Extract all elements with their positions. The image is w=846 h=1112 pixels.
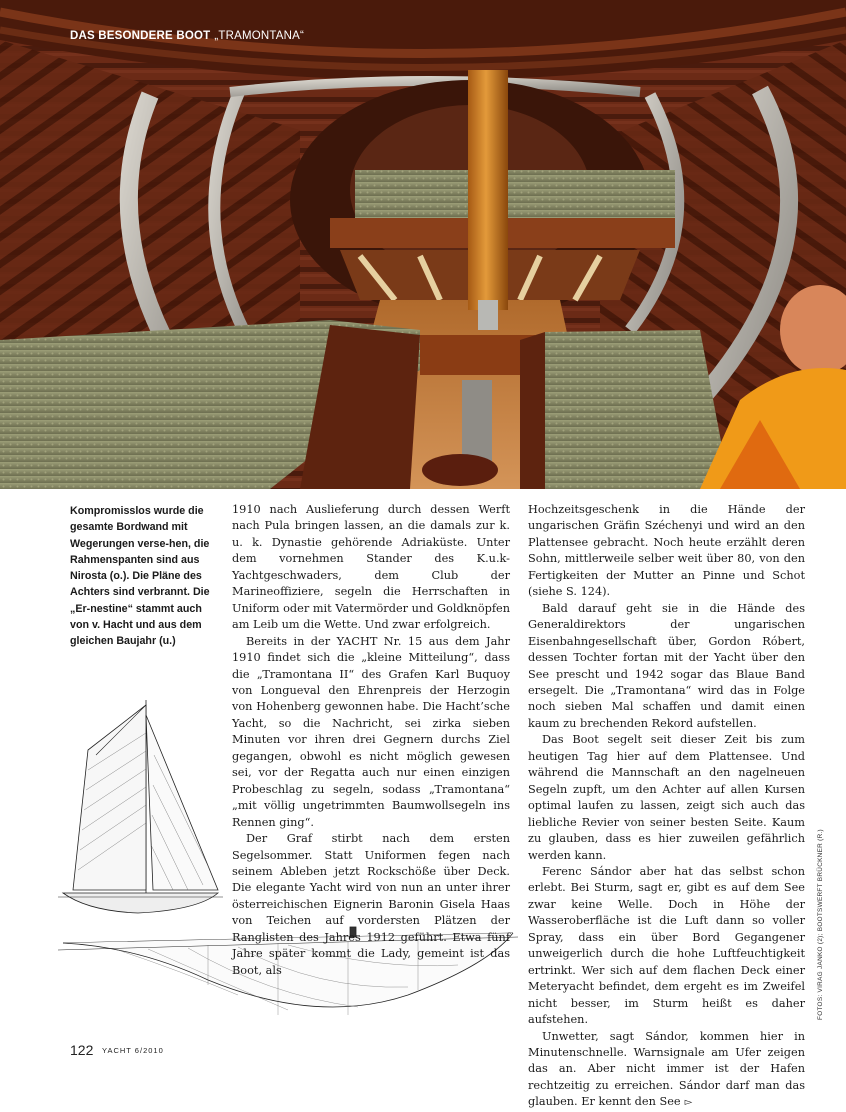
article-column-3 — [528, 502, 805, 1112]
sail-plan-drawing — [58, 695, 223, 920]
cabin-interior-image — [0, 0, 846, 489]
hero-photo — [0, 0, 846, 489]
photo-credit: FOTOS: VIRAG JANKO (2); BOOTSWERFT BRÜCKNER (R.) — [817, 829, 824, 1020]
page-number: 122 — [70, 1042, 94, 1058]
paragraph: Bereits in der YACHT Nr. 15 aus dem Jahr 1910 findet sich die „kleine Mitteilung“, dass die „Tramontana II“ des Grafen Karl Buquoy von Longueval den Ehrenpreis der Herzogin von Hohenberg gewonnen habe. Die Hacht’sche Yacht, so die Nachricht, sei zirka sieben Minuten vor ihren drei Gegnern durchs Ziel gegangen, obwohl es nicht möglich gewesen sei, vor der Regatta auch nur einen einzigen Probeschlag zu segeln, sodass „Tramontana“ „mit völlig ungetrimmten Baumwollsegeln ins Rennen ging“. — [232, 634, 510, 829]
paragraph: 1910 nach Auslieferung durch dessen Werft nach Pula bringen lassen, an die damals zur k. u. k. Dynastie gehörende Adriaküste. Unter dem vornehmen Stander des K.u.k-Yachtgeschwaders, dem Club der Marineoffiziere, segeln die Herrschaften in Uniform oder mit Vatermörder und Goldknöpfen am Leib um die Wette. Und zwar erfolgreich. — [232, 503, 510, 632]
kicker-subject: „TRAMONTANA“ — [214, 30, 305, 42]
paragraph-last — [528, 1029, 805, 1112]
triangle-right-icon: ▻ — [684, 1097, 693, 1109]
section-kicker — [70, 30, 304, 42]
paragraph: Bald darauf geht sie in die Hände des Generaldirektors der ungarischen Eisenbahngesellschaft über, Gordon Róbert, dessen Tochter fortan mit der Yacht über den See prescht und 1942 sogar das Blaue Band ersegelt. Die „Tramontana“ wird das in Folge noch sieben Mal schaffen und damit einen kaum zu brechenden Rekord aufstellen. — [528, 601, 805, 730]
article-column-2 — [232, 502, 510, 979]
paragraph-text: Unwetter, sagt Sándor, kommen hier in Minutenschnelle. Warnsignale am Ufer zeigen das an. Aber nicht immer ist der Hafen rechtzeitig zu erreichen. Sándor darf man das glauben. Er kennt den See — [528, 1029, 805, 1109]
caption-text: Kompromisslos wurde die gesamte Bordwand mit Wegerungen verse-hen, die Rahmenspanten sind aus Nirosta (o.). Die Pläne des Achters sind verbrannt. Die „Er-nestine“ stammt auch von v. Hacht und aus dem gleichen Baujahr (u.) — [70, 505, 210, 648]
magazine-issue: YACHT 6/2010 — [102, 1046, 164, 1055]
photo-caption — [70, 503, 220, 650]
paragraph: Hochzeitsgeschenk in die Hände der ungarischen Gräfin Széchenyi und wird an den Plattensee gebracht. Noch heute erzählt deren Sohn, mittlerweile selber weit über 80, von den Fertigkeiten der Mutter an Pinne und Schot (siehe S. 124). — [528, 503, 805, 599]
kicker-label: DAS BESONDERE BOOT — [70, 30, 211, 42]
paragraph: Ferenc Sándor aber hat das selbst schon erlebt. Bei Sturm, sagt er, gibt es auf dem See zwar keine Welle. Doch in Höhe der Wasseroberfläche ist die Luft dann so voller Spray, dass ein über Bord Gegangener unweigerlich durch die hohe Luftfeuchtigkeit ertrinkt. Wer sich auf dem flachen Deck einer Meteryacht befindet, dem ergeht es im Zweifel nicht besser, im Sturm heißt es daher aufstehen. — [528, 864, 805, 1027]
paragraph: Das Boot segelt seit dieser Zeit bis zum heutigen Tag hier auf dem Plattensee. Und während die Mannschaft an den nagelneuen Segeln zupft, um den Achter auf allen Kursen optimal laufen zu lassen, zeigt sich auch das liebliche Revier von seiner besten Seite. Kaum zu glauben, dass es hier zuweilen gefährlich werden kann. — [528, 733, 805, 862]
paragraph: Der Graf stirbt nach dem ersten Segelsommer. Statt Uniformen fegen nach seinem Ableben jetzt Rockschöße über Deck. Die elegante Yacht wird von nun an unter ihrer österreichischen Eignerin Baronin Gisela Haas von Teichen auf vordersten Plätzen der Ranglisten des Jahres 1912 geführt. Etwa fünf Jahre später kommt die Lady, gemeint ist das Boot, als — [232, 832, 510, 977]
